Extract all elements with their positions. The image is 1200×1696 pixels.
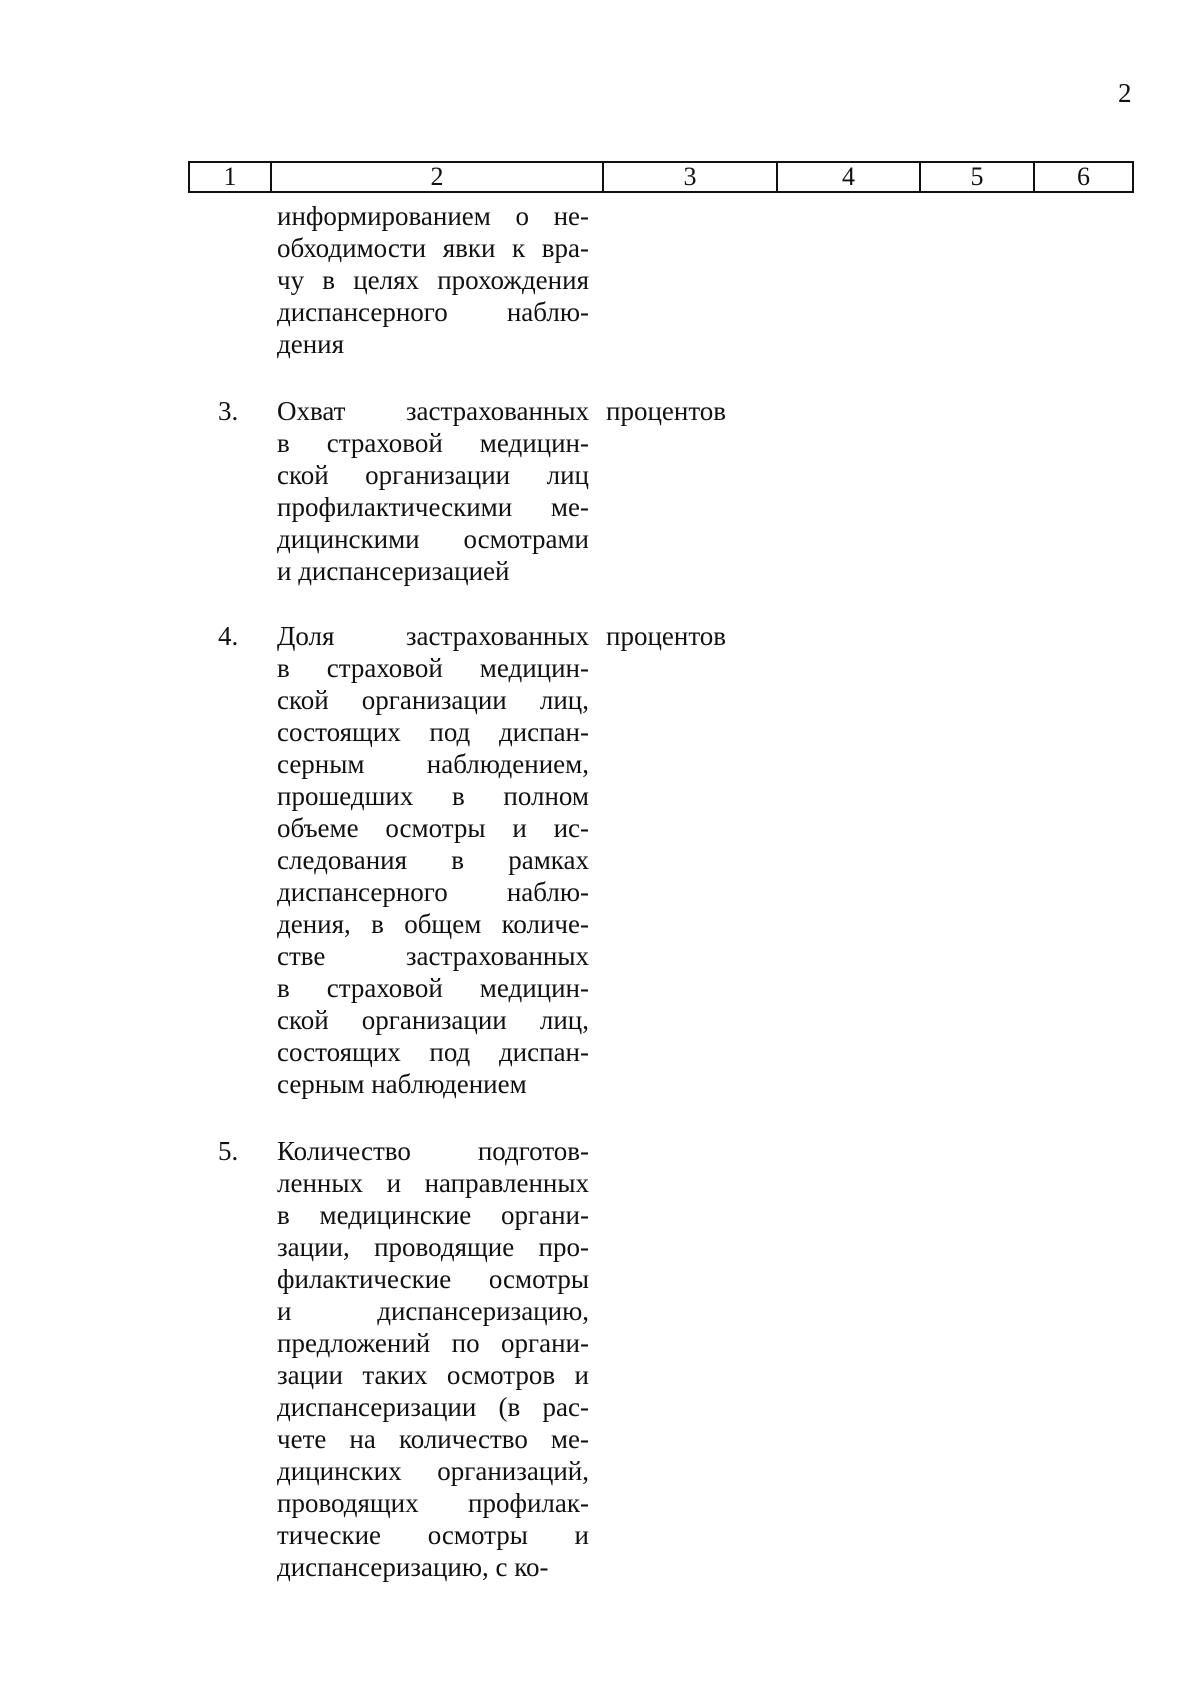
description-line: диспансеризацию, с ко- bbox=[277, 1552, 549, 1582]
description-line: стве застрахованных bbox=[277, 941, 589, 971]
page-number: 2 bbox=[1118, 78, 1132, 108]
description-line: проводящих профилак- bbox=[277, 1488, 589, 1518]
description-line: серным наблюдением bbox=[277, 1069, 527, 1099]
description-line: следования в рамках bbox=[277, 845, 589, 875]
description-line: диспансерного наблю- bbox=[277, 877, 589, 907]
description-line: и диспансеризацию, bbox=[277, 1296, 589, 1326]
row-description bbox=[277, 1135, 589, 1583]
row-number: 3. bbox=[218, 396, 239, 426]
description-line: диспансерного наблю- bbox=[277, 297, 589, 327]
description-line: обходимости явки к вра- bbox=[277, 233, 589, 263]
description-line: ленных и направленных bbox=[277, 1168, 589, 1198]
description-line: филактические осмотры bbox=[277, 1264, 589, 1294]
row-number: 5. bbox=[218, 1136, 239, 1166]
description-line: в медицинские органи- bbox=[277, 1200, 589, 1230]
column-header-4: 4 bbox=[776, 163, 919, 191]
description-line: Количество подготов- bbox=[277, 1136, 589, 1166]
description-line: дицинских организаций, bbox=[277, 1456, 589, 1486]
description-line: чу в целях прохождения bbox=[277, 265, 589, 295]
description-line: зации таких осмотров и bbox=[277, 1360, 589, 1390]
description-line: объеме осмотры и ис- bbox=[277, 813, 589, 843]
column-header-3: 3 bbox=[602, 163, 776, 191]
description-line: ской организации лиц bbox=[277, 460, 589, 490]
row-unit: процентов bbox=[606, 621, 727, 651]
description-line: в страховой медицин- bbox=[277, 428, 589, 458]
row-unit: процентов bbox=[606, 396, 727, 426]
description-line: зации, проводящие про- bbox=[277, 1232, 589, 1262]
row-description bbox=[277, 620, 589, 1100]
description-line: чете на количество ме- bbox=[277, 1424, 589, 1454]
description-line: дения, в общем количе- bbox=[277, 909, 589, 939]
column-header-6: 6 bbox=[1033, 163, 1132, 191]
description-line: в страховой медицин- bbox=[277, 973, 589, 1003]
description-line: состоящих под диспан- bbox=[277, 717, 589, 747]
description-line: Охват застрахованных bbox=[277, 396, 589, 426]
row-number: 4. bbox=[218, 621, 239, 651]
description-line: предложений по органи- bbox=[277, 1328, 589, 1358]
description-line: серным наблюдением, bbox=[277, 749, 589, 779]
description-line: профилактическими ме- bbox=[277, 492, 589, 522]
description-line: и диспансеризацией bbox=[277, 556, 510, 586]
description-line: Доля застрахованных bbox=[277, 621, 589, 651]
description-line: ской организации лиц, bbox=[277, 685, 589, 715]
column-header-2: 2 bbox=[270, 163, 602, 191]
description-line: тические осмотры и bbox=[277, 1520, 589, 1550]
description-line: информированием о не- bbox=[277, 201, 589, 231]
description-line: состоящих под диспан- bbox=[277, 1037, 589, 1067]
description-line: дицинскими осмотрами bbox=[277, 524, 589, 554]
description-line: ской организации лиц, bbox=[277, 1005, 589, 1035]
row-description bbox=[277, 395, 589, 587]
description-line: в страховой медицин- bbox=[277, 653, 589, 683]
description-line: дения bbox=[277, 329, 345, 359]
table-column-header bbox=[188, 161, 1134, 193]
row-description bbox=[277, 200, 589, 360]
description-line: прошедших в полном bbox=[277, 781, 589, 811]
column-header-5: 5 bbox=[919, 163, 1033, 191]
description-line: диспансеризации (в рас- bbox=[277, 1392, 589, 1422]
column-header-1: 1 bbox=[223, 162, 237, 191]
